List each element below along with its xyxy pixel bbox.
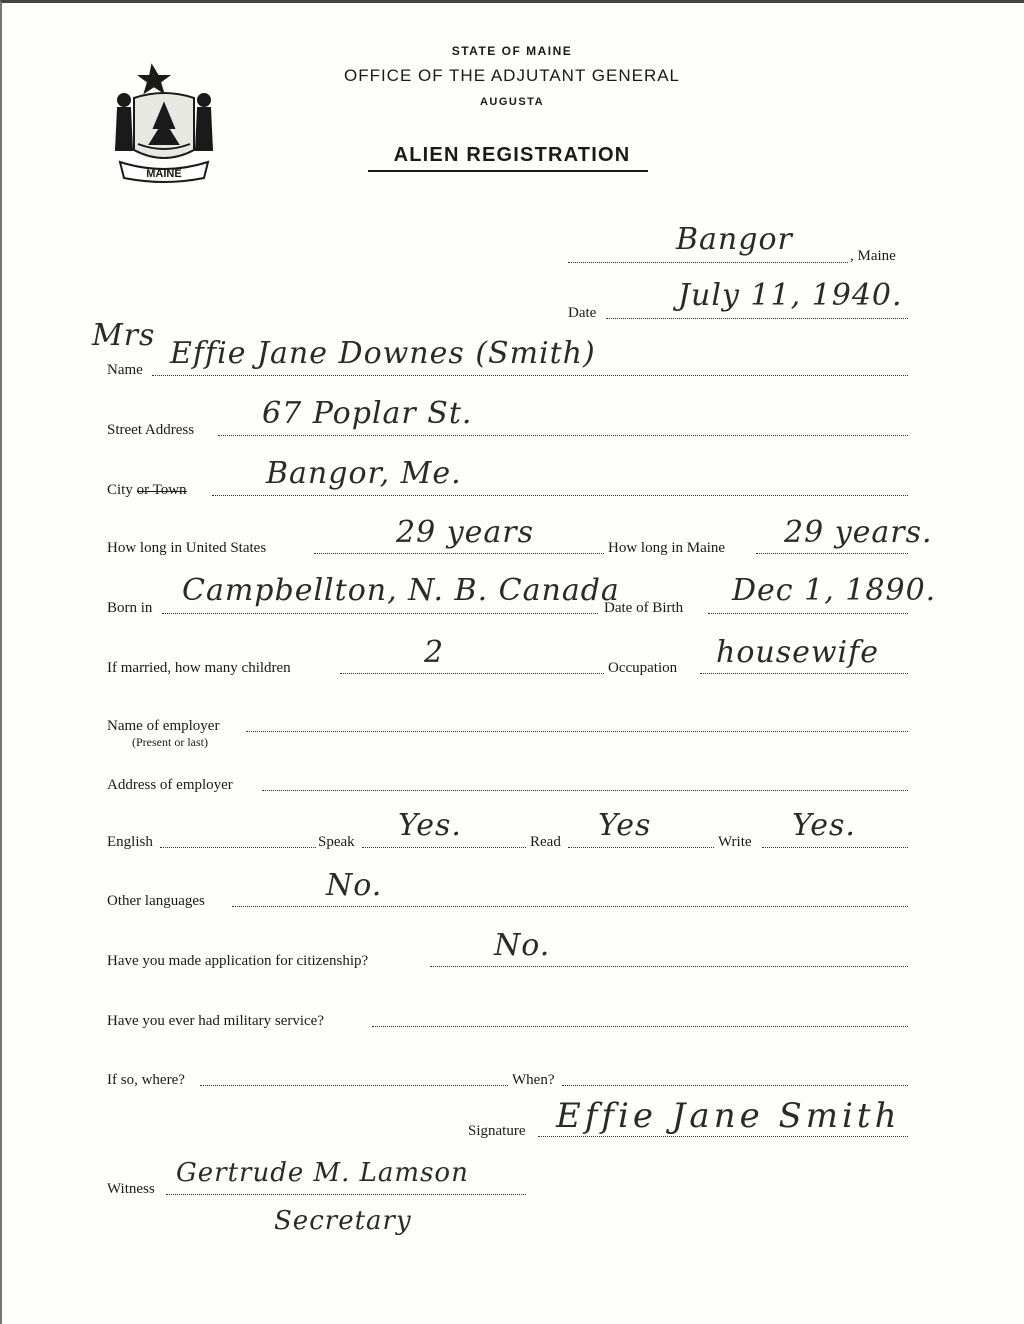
read-line: [568, 847, 714, 848]
page-title: ALIEN REGISTRATION: [393, 144, 631, 166]
born-in-value[interactable]: Campbellton, N. B. Canada: [182, 573, 620, 608]
name-label: Name: [107, 362, 143, 378]
header-city: AUGUSTA: [479, 96, 545, 108]
header-state: STATE OF MAINE: [451, 44, 573, 58]
employer-name-line: [246, 731, 908, 732]
name-line: [152, 375, 908, 376]
name-prefix[interactable]: Mrs: [92, 318, 156, 353]
header-office: OFFICE OF THE ADJUTANT GENERAL: [343, 66, 681, 85]
write-value[interactable]: Yes.: [792, 808, 856, 843]
write-line: [762, 847, 908, 848]
occupation-value[interactable]: housewife: [716, 635, 879, 670]
occupation-label: Occupation: [608, 660, 678, 676]
date-line: [606, 318, 908, 319]
signature-value[interactable]: Effie Jane Smith: [556, 1096, 901, 1136]
maine-duration-line: [756, 553, 908, 554]
witness-label: Witness: [107, 1181, 155, 1197]
other-languages-value[interactable]: No.: [326, 868, 383, 903]
witness-line: [166, 1194, 526, 1195]
dob-value[interactable]: Dec 1, 1890.: [732, 573, 937, 608]
city-value[interactable]: Bangor, Me.: [266, 456, 462, 491]
speak-line: [362, 847, 526, 848]
english-line: [160, 847, 316, 848]
signature-label: Signature: [468, 1123, 526, 1139]
us-duration-label: How long in United States: [107, 540, 267, 556]
citizenship-value[interactable]: No.: [494, 928, 551, 963]
read-label: Read: [530, 834, 561, 850]
employer-name-sublabel: (Present or last): [132, 735, 208, 749]
born-in-line: [162, 613, 598, 614]
other-languages-label: Other languages: [107, 893, 205, 909]
where-line: [200, 1085, 508, 1086]
occupation-line: [700, 673, 908, 674]
us-duration-value[interactable]: 29 years: [396, 515, 535, 550]
street-label: Street Address: [107, 422, 195, 438]
maine-label: , Maine: [850, 248, 896, 264]
city-label-town: Town: [149, 482, 187, 498]
speak-value[interactable]: Yes.: [398, 808, 462, 843]
witness-title[interactable]: Secretary: [274, 1206, 412, 1236]
city-line: [212, 495, 908, 496]
born-in-label: Born in: [107, 600, 153, 616]
date-value[interactable]: July 11, 1940.: [678, 278, 903, 313]
children-label: If married, how many children: [107, 660, 291, 676]
city-label-or: or: [136, 482, 150, 498]
name-value[interactable]: Effie Jane Downes (Smith): [170, 336, 596, 371]
when-label: When?: [512, 1072, 555, 1088]
signature-line: [538, 1136, 908, 1137]
employer-address-label: Address of employer: [107, 777, 233, 793]
street-line: [218, 435, 908, 436]
employer-name-label: Name of employer: [107, 718, 220, 734]
maine-duration-label: How long in Maine: [608, 540, 726, 556]
witness-value[interactable]: Gertrude M. Lamson: [176, 1158, 469, 1188]
place-value[interactable]: Bangor: [676, 222, 793, 257]
maine-duration-value[interactable]: 29 years.: [784, 515, 933, 550]
date-label: Date: [568, 305, 597, 321]
city-label: [107, 482, 187, 499]
dob-line: [708, 613, 908, 614]
speak-label: Speak: [318, 834, 355, 850]
employer-address-line: [262, 790, 908, 791]
us-duration-line: [314, 553, 604, 554]
children-line: [340, 673, 604, 674]
write-label: Write: [718, 834, 752, 850]
title-underline: [368, 170, 648, 172]
where-label: If so, where?: [107, 1072, 185, 1088]
other-languages-line: [232, 906, 908, 907]
when-line: [562, 1085, 908, 1086]
military-label: Have you ever had military service?: [107, 1013, 324, 1029]
place-line: [568, 262, 848, 263]
seal-banner-text: MAINE: [146, 168, 182, 180]
citizenship-label: Have you made application for citizenship?: [107, 953, 369, 969]
read-value[interactable]: Yes: [598, 808, 652, 843]
english-label: English: [107, 834, 153, 850]
city-label-city: City: [107, 482, 137, 498]
street-value[interactable]: 67 Poplar St.: [262, 396, 473, 431]
dob-label: Date of Birth: [604, 600, 684, 616]
military-line: [372, 1026, 908, 1027]
citizenship-line: [430, 966, 908, 967]
children-value[interactable]: 2: [424, 635, 445, 670]
